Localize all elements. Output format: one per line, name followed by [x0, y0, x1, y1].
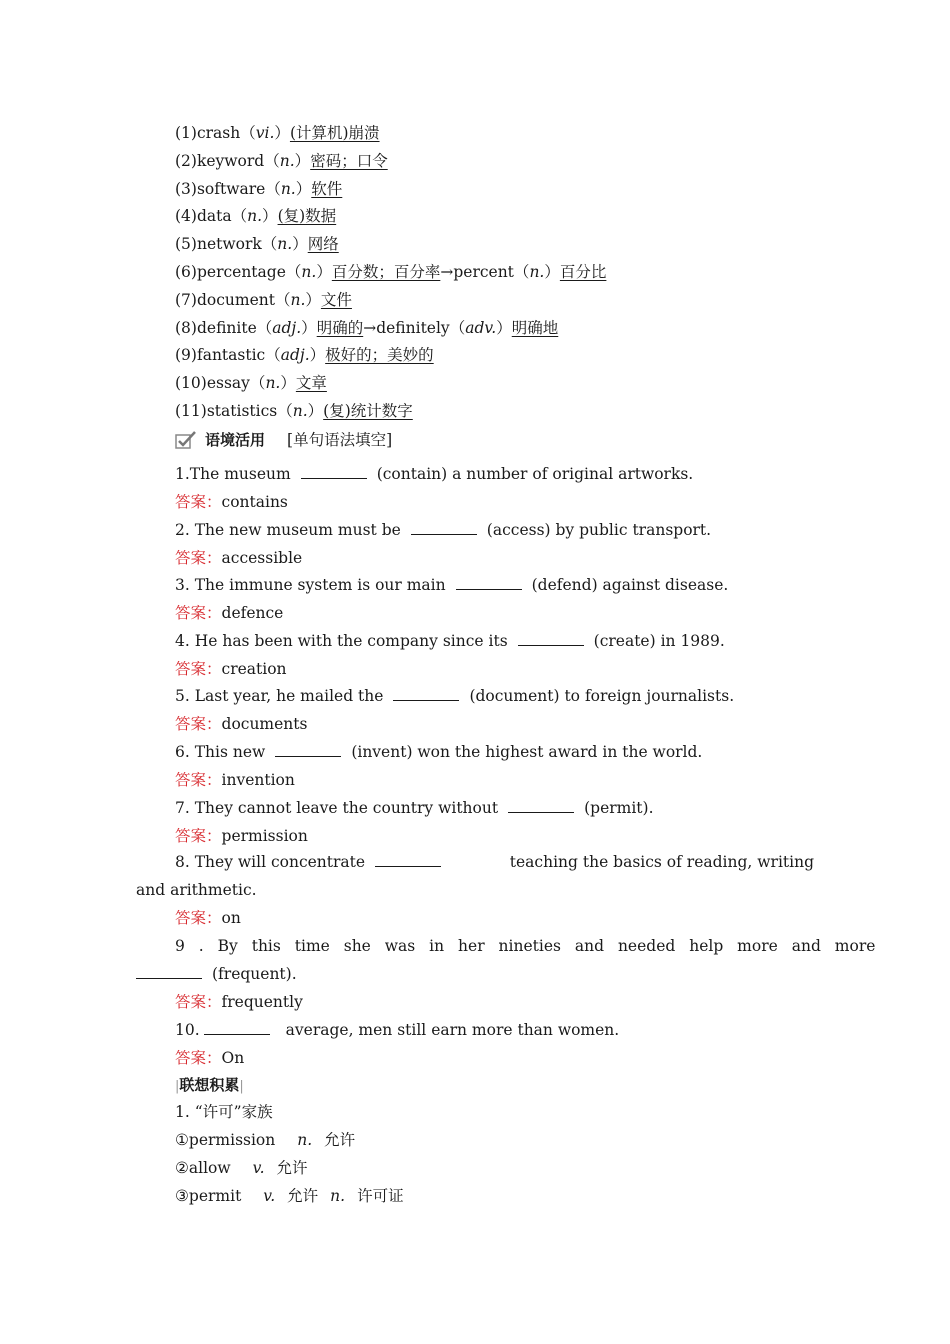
part-of-speech: adj. — [280, 346, 310, 365]
part-of-speech: adj. — [272, 318, 302, 337]
answer-label: 答案： — [175, 826, 222, 845]
exercise-question — [175, 627, 830, 655]
bracket-bar-icon: | — [239, 1079, 244, 1094]
association-section-header — [175, 1071, 830, 1099]
exercise-question — [175, 516, 830, 544]
exercise-9-text-after: (frequent). — [212, 965, 297, 983]
vocab-number: (6) — [175, 263, 197, 281]
vocab-pos: （n.） — [513, 263, 560, 281]
vocab-word: keyword — [196, 151, 265, 170]
exercise-question — [175, 794, 830, 822]
vocab-pos: （vi.） — [240, 124, 290, 142]
association-word: permit — [188, 1186, 242, 1205]
checkmark-pencil-icon — [175, 430, 197, 450]
answer-label: 答案： — [175, 993, 222, 1011]
exercise-question — [175, 460, 830, 488]
vocab-word: software — [196, 179, 266, 198]
vocab-meaning: 网络 — [307, 235, 339, 254]
answer-text: defence — [221, 604, 284, 623]
part-of-speech: n. — [280, 179, 296, 198]
vocab-word: definite — [196, 318, 257, 337]
vocab-item — [175, 230, 830, 258]
exercise-answer — [175, 822, 830, 850]
exercise-8-text-after: teaching the basics of reading, writing — [509, 853, 814, 871]
answer-text: documents — [221, 715, 308, 734]
part-of-speech: n. — [279, 151, 295, 170]
item-marker: ③ — [175, 1186, 189, 1205]
association-item — [175, 1154, 830, 1182]
vocab-number: (2) — [175, 151, 197, 170]
exercise-blank — [393, 682, 459, 701]
vocab-item — [175, 369, 830, 397]
exercise-text: 3. The immune system is our main — [175, 576, 446, 595]
association-item — [175, 1182, 830, 1210]
vocab-meaning: 密码；口令 — [310, 151, 388, 170]
part-of-speech: n. — [290, 290, 306, 309]
exercise-question — [175, 738, 830, 766]
vocab-meaning: 软件 — [311, 179, 343, 198]
exercise-9-blank — [136, 960, 202, 979]
part-of-speech: n. — [247, 207, 263, 226]
part-of-speech: n. — [301, 263, 317, 281]
exercise-10-text: 10. — [175, 1021, 200, 1039]
vocab-word: percentage — [196, 263, 286, 281]
exercise-8-text: 8. They will concentrate — [175, 853, 366, 871]
exercise-8-blank — [375, 848, 441, 867]
exercise-text-after: (defend) against disease. — [531, 576, 729, 595]
vocab-meaning: 文章 — [295, 374, 327, 393]
answer-text: on — [221, 909, 241, 927]
exercise-blank — [508, 794, 574, 813]
exercise-9-line2 — [136, 960, 830, 988]
vocab-word: essay — [206, 374, 250, 393]
arrow-icon: → — [440, 263, 454, 281]
exercise-text: 5. Last year, he mailed the — [175, 687, 384, 706]
part-of-speech: vi. — [255, 124, 275, 142]
exercise-text-after: (invent) won the highest award in the world. — [351, 743, 703, 761]
exercise-answer — [175, 488, 830, 516]
vocab-number: (4) — [175, 207, 197, 226]
vocab-item — [175, 202, 830, 230]
answer-label: 答案： — [175, 715, 222, 734]
exercise-blank — [411, 516, 477, 535]
vocab-pos: （n.） — [274, 290, 321, 309]
part-of-speech: v. — [263, 1186, 276, 1205]
vocab-item — [175, 314, 830, 342]
exercise-10-text-after: average, men still earn more than women. — [285, 1021, 620, 1039]
vocab-meaning: 文件 — [320, 290, 352, 309]
exercise-blank — [301, 460, 367, 479]
answer-label: 答案： — [175, 771, 222, 789]
vocab-number: (3) — [175, 179, 197, 198]
part-of-speech: v. — [252, 1158, 265, 1177]
answer-label: 答案： — [175, 1049, 222, 1067]
answer-label: 答案： — [175, 604, 222, 623]
vocab-pos: （adv.） — [449, 318, 512, 337]
exercise-text-after: (access) by public transport. — [486, 520, 712, 539]
vocab-number: (8) — [175, 318, 197, 337]
vocab-number: (1) — [175, 124, 197, 142]
vocab-word: document — [196, 290, 275, 309]
vocab-pos: （n.） — [265, 179, 312, 198]
vocab-meaning-derived: 明确地 — [511, 318, 559, 337]
association-word: allow — [188, 1158, 231, 1177]
vocab-pos: （n.） — [264, 151, 311, 170]
vocab-meaning: 明确的 — [316, 318, 364, 337]
vocab-meaning: (计算机)崩溃 — [289, 124, 380, 142]
exercise-blank — [275, 738, 341, 757]
vocab-word-derived: percent — [453, 263, 514, 281]
vocab-item — [175, 147, 830, 175]
vocab-item — [175, 119, 830, 147]
exercise-text-after: (permit). — [584, 798, 654, 817]
vocab-word: network — [196, 235, 262, 254]
exercise-8-line2: and arithmetic. — [136, 881, 257, 899]
vocab-meaning: (复)数据 — [277, 207, 337, 226]
exercise-8-line1 — [175, 848, 814, 876]
part-of-speech: n. — [330, 1186, 346, 1205]
exercise-question — [175, 682, 830, 710]
vocab-item — [175, 258, 830, 286]
answer-label: 答案： — [175, 659, 222, 678]
part-of-speech: adv. — [465, 318, 497, 337]
vocab-number: (9) — [175, 346, 197, 365]
vocab-pos: （adj.） — [256, 318, 317, 337]
association-meaning: 允许 — [276, 1158, 308, 1177]
exercise-text: 6. This new — [175, 743, 266, 761]
vocab-meaning: (复)统计数字 — [323, 402, 413, 420]
vocab-word: data — [196, 207, 232, 226]
answer-label: 答案： — [175, 548, 222, 567]
answer-text: accessible — [221, 548, 303, 567]
association-section-title: 联想积累 — [179, 1076, 240, 1094]
vocab-pos: （n.） — [285, 263, 332, 281]
vocab-number: (7) — [175, 290, 197, 309]
answer-label: 答案： — [175, 909, 222, 927]
vocab-item — [175, 175, 830, 203]
vocab-number: (10) — [175, 374, 207, 393]
vocab-pos: （adj.） — [265, 346, 326, 365]
vocab-meaning-derived: 百分比 — [559, 263, 607, 281]
answer-text: contains — [221, 493, 288, 511]
vocab-pos: （n.） — [231, 207, 278, 226]
exercise-answer — [175, 710, 830, 738]
exercise-blank — [456, 571, 522, 590]
exercise-answer — [175, 766, 830, 794]
vocab-word: crash — [196, 124, 241, 142]
vocab-word-derived: definitely — [376, 318, 450, 337]
context-section-title: 语境活用 — [205, 431, 266, 449]
exercise-answer — [175, 655, 830, 683]
answer-text: On — [221, 1049, 245, 1067]
exercise-text-after: (document) to foreign journalists. — [469, 687, 735, 706]
association-item — [175, 1126, 830, 1154]
vocab-number: (11) — [175, 402, 207, 420]
association-meaning: 许可证 — [357, 1186, 404, 1205]
exercise-9-answer — [175, 988, 830, 1016]
vocab-item — [175, 286, 830, 314]
part-of-speech: n. — [292, 402, 308, 420]
arrow-icon: → — [363, 318, 377, 337]
part-of-speech: n. — [297, 1131, 313, 1149]
answer-label: 答案： — [175, 493, 222, 511]
part-of-speech: n. — [265, 374, 281, 393]
exercise-text: 1.The museum — [175, 465, 291, 483]
exercise-answer — [175, 599, 830, 627]
part-of-speech: n. — [529, 263, 545, 281]
exercise-text: 2. The new museum must be — [175, 520, 401, 539]
association-heading: 1. “许可”家族 — [175, 1103, 273, 1121]
vocab-item — [175, 341, 830, 369]
answer-text: invention — [221, 771, 295, 789]
exercise-question — [175, 571, 830, 599]
vocab-item — [175, 397, 830, 425]
vocab-word: statistics — [206, 402, 278, 420]
association-meaning: 允许 — [287, 1186, 319, 1205]
part-of-speech: n. — [277, 235, 293, 254]
exercise-8-answer — [175, 904, 830, 932]
exercise-10 — [175, 1016, 830, 1044]
context-section-header — [175, 426, 830, 454]
exercise-text: 7. They cannot leave the country without — [175, 798, 499, 817]
vocab-meaning: 极好的；美妙的 — [325, 346, 434, 365]
exercise-9-line1: 9 . By this time she was in her nineties and needed help more and more — [175, 937, 876, 955]
vocab-number: (5) — [175, 235, 197, 254]
exercise-10-blank — [204, 1016, 270, 1035]
bracket-bar-icon: | — [175, 1079, 180, 1094]
exercise-text-after: (create) in 1989. — [593, 631, 725, 650]
answer-text: creation — [221, 659, 287, 678]
answer-text: frequently — [221, 993, 303, 1011]
exercise-blank — [518, 627, 584, 646]
vocab-pos: （n.） — [261, 235, 308, 254]
vocab-word: fantastic — [196, 346, 266, 365]
association-meaning: 允许 — [324, 1131, 356, 1149]
exercise-answer — [175, 544, 830, 572]
answer-text: permission — [221, 826, 308, 845]
association-word: permission — [188, 1131, 276, 1149]
exercise-10-answer — [175, 1044, 830, 1072]
context-section-subtitle: [单句语法填空] — [287, 431, 393, 449]
vocab-meaning: 百分数；百分率 — [331, 263, 441, 281]
exercise-text: 4. He has been with the company since its — [175, 631, 508, 650]
exercise-text-after: (contain) a number of original artworks. — [376, 465, 694, 483]
item-marker: ② — [175, 1158, 189, 1177]
vocab-pos: （n.） — [277, 402, 324, 420]
vocab-pos: （n.） — [249, 374, 296, 393]
item-marker: ① — [175, 1131, 189, 1149]
